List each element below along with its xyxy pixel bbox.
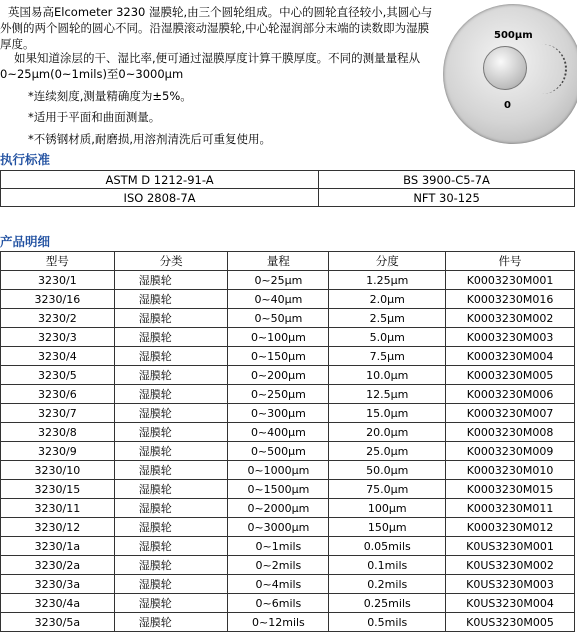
cell-resolution: 7.5μm (329, 347, 446, 366)
cell-range: 0~1500μm (228, 480, 329, 499)
cell-part-number: K0003230M007 (446, 404, 575, 423)
intro-paragraph-1: 英国易高Elcometer 3230 湿膜轮,由三个圆轮组成。中心的圆轮直径较小,其圆心与外侧的两个圆轮的圆心不同。沿湿膜滚动湿膜轮,中心轮湿润部分末端的读数即为湿膜厚度。 (0, 5, 433, 51)
cell-category: 湿膜轮 (114, 290, 228, 309)
cell-part-number: K0US3230M002 (446, 556, 575, 575)
standard-cell: ASTM D 1212-91-A (1, 171, 319, 189)
cell-category: 湿膜轮 (114, 556, 228, 575)
cell-model: 3230/7 (1, 404, 115, 423)
feature-bullet: *连续刻度,测量精确度为±5%。 (28, 89, 192, 103)
table-row (1, 461, 575, 480)
standard-cell: ISO 2808-7A (1, 189, 319, 207)
cell-part-number: K0US3230M005 (446, 613, 575, 632)
cell-resolution: 12.5μm (329, 385, 446, 404)
cell-range: 0~2mils (228, 556, 329, 575)
table-row (1, 309, 575, 328)
products-title: 产品明细 (0, 234, 51, 249)
cell-model: 3230/3 (1, 328, 115, 347)
cell-part-number: K0US3230M001 (446, 537, 575, 556)
cell-range: 0~25μm (228, 271, 329, 290)
cell-model: 3230/10 (1, 461, 115, 480)
header-part-number: 件号 (446, 252, 575, 271)
cell-category: 湿膜轮 (114, 461, 228, 480)
cell-category: 湿膜轮 (114, 594, 228, 613)
wheel-label-top: 500μm (494, 30, 533, 41)
cell-part-number: K0003230M002 (446, 309, 575, 328)
wet-film-wheel-image (443, 4, 577, 144)
cell-range: 0~1000μm (228, 461, 329, 480)
header-category: 分类 (114, 252, 228, 271)
cell-category: 湿膜轮 (114, 518, 228, 537)
cell-resolution: 25.0μm (329, 442, 446, 461)
cell-category: 湿膜轮 (114, 347, 228, 366)
cell-resolution: 5.0μm (329, 328, 446, 347)
cell-part-number: K0003230M010 (446, 461, 575, 480)
cell-range: 0~4mils (228, 575, 329, 594)
cell-model: 3230/8 (1, 423, 115, 442)
cell-resolution: 10.0μm (329, 366, 446, 385)
table-row (1, 594, 575, 613)
cell-resolution: 0.2mils (329, 575, 446, 594)
cell-category: 湿膜轮 (114, 480, 228, 499)
table-row (1, 613, 575, 632)
table-row (1, 385, 575, 404)
cell-part-number: K0003230M003 (446, 328, 575, 347)
cell-model: 3230/11 (1, 499, 115, 518)
cell-resolution: 2.0μm (329, 290, 446, 309)
cell-part-number: K0US3230M004 (446, 594, 575, 613)
cell-model: 3230/1a (1, 537, 115, 556)
cell-range: 0~200μm (228, 366, 329, 385)
cell-model: 3230/2 (1, 309, 115, 328)
table-row (1, 171, 575, 189)
cell-range: 0~250μm (228, 385, 329, 404)
cell-resolution: 50.0μm (329, 461, 446, 480)
cell-model: 3230/5a (1, 613, 115, 632)
cell-part-number: K0003230M011 (446, 499, 575, 518)
table-row (1, 480, 575, 499)
wheel-hub (483, 46, 527, 90)
table-row (1, 366, 575, 385)
header-model: 型号 (1, 252, 115, 271)
table-row (1, 537, 575, 556)
cell-range: 0~1mils (228, 537, 329, 556)
header-resolution: 分度 (329, 252, 446, 271)
cell-resolution: 100μm (329, 499, 446, 518)
cell-part-number: K0003230M004 (446, 347, 575, 366)
cell-range: 0~100μm (228, 328, 329, 347)
cell-model: 3230/4a (1, 594, 115, 613)
cell-part-number: K0003230M016 (446, 290, 575, 309)
table-row (1, 271, 575, 290)
cell-category: 湿膜轮 (114, 404, 228, 423)
cell-part-number: K0003230M001 (446, 271, 575, 290)
cell-part-number: K0003230M012 (446, 518, 575, 537)
cell-model: 3230/5 (1, 366, 115, 385)
products-table (0, 251, 575, 632)
cell-resolution: 0.5mils (329, 613, 446, 632)
cell-category: 湿膜轮 (114, 385, 228, 404)
cell-model: 3230/9 (1, 442, 115, 461)
cell-category: 湿膜轮 (114, 442, 228, 461)
standard-cell: NFT 30-125 (319, 189, 575, 207)
cell-resolution: 0.1mils (329, 556, 446, 575)
cell-range: 0~6mils (228, 594, 329, 613)
cell-part-number: K0003230M015 (446, 480, 575, 499)
table-row (1, 575, 575, 594)
cell-resolution: 150μm (329, 518, 446, 537)
table-row (1, 518, 575, 537)
feature-bullet: *不锈钢材质,耐磨损,用溶剂清洗后可重复使用。 (28, 132, 272, 146)
cell-model: 3230/3a (1, 575, 115, 594)
cell-part-number: K0003230M005 (446, 366, 575, 385)
cell-category: 湿膜轮 (114, 613, 228, 632)
cell-category: 湿膜轮 (114, 499, 228, 518)
cell-resolution: 20.0μm (329, 423, 446, 442)
cell-category: 湿膜轮 (114, 309, 228, 328)
cell-range: 0~40μm (228, 290, 329, 309)
cell-category: 湿膜轮 (114, 271, 228, 290)
cell-model: 3230/4 (1, 347, 115, 366)
feature-bullet: *适用于平面和曲面测量。 (28, 110, 161, 124)
cell-resolution: 0.25mils (329, 594, 446, 613)
wheel-label-bottom: 0 (504, 100, 511, 111)
standard-cell: BS 3900-C5-7A (319, 171, 575, 189)
cell-model: 3230/2a (1, 556, 115, 575)
cell-category: 湿膜轮 (114, 423, 228, 442)
cell-model: 3230/15 (1, 480, 115, 499)
cell-range: 0~500μm (228, 442, 329, 461)
cell-range: 0~2000μm (228, 499, 329, 518)
cell-resolution: 15.0μm (329, 404, 446, 423)
cell-category: 湿膜轮 (114, 366, 228, 385)
table-row (1, 423, 575, 442)
table-row (1, 189, 575, 207)
header-range: 量程 (228, 252, 329, 271)
cell-range: 0~12mils (228, 613, 329, 632)
cell-model: 3230/6 (1, 385, 115, 404)
intro-paragraph-2: 如果知道涂层的干、湿比率,便可通过湿膜厚度计算干膜厚度。不同的测量量程从0~25μm(0~1mils)至0~3000μm (0, 51, 421, 81)
cell-category: 湿膜轮 (114, 537, 228, 556)
table-row (1, 404, 575, 423)
cell-range: 0~400μm (228, 423, 329, 442)
cell-resolution: 2.5μm (329, 309, 446, 328)
standards-title: 执行标准 (0, 152, 51, 167)
cell-part-number: K0003230M006 (446, 385, 575, 404)
cell-model: 3230/12 (1, 518, 115, 537)
standards-table (0, 170, 575, 207)
cell-range: 0~300μm (228, 404, 329, 423)
table-header-row (1, 252, 575, 271)
cell-resolution: 0.05mils (329, 537, 446, 556)
cell-part-number: K0003230M009 (446, 442, 575, 461)
cell-resolution: 1.25μm (329, 271, 446, 290)
cell-category: 湿膜轮 (114, 575, 228, 594)
table-row (1, 290, 575, 309)
cell-resolution: 75.0μm (329, 480, 446, 499)
cell-category: 湿膜轮 (114, 328, 228, 347)
cell-model: 3230/16 (1, 290, 115, 309)
wheel-scale-ticks (525, 44, 567, 94)
table-row (1, 556, 575, 575)
cell-range: 0~3000μm (228, 518, 329, 537)
cell-part-number: K0003230M008 (446, 423, 575, 442)
cell-range: 0~150μm (228, 347, 329, 366)
table-row (1, 499, 575, 518)
cell-model: 3230/1 (1, 271, 115, 290)
cell-range: 0~50μm (228, 309, 329, 328)
table-row (1, 328, 575, 347)
table-row (1, 442, 575, 461)
cell-part-number: K0US3230M003 (446, 575, 575, 594)
table-row (1, 347, 575, 366)
